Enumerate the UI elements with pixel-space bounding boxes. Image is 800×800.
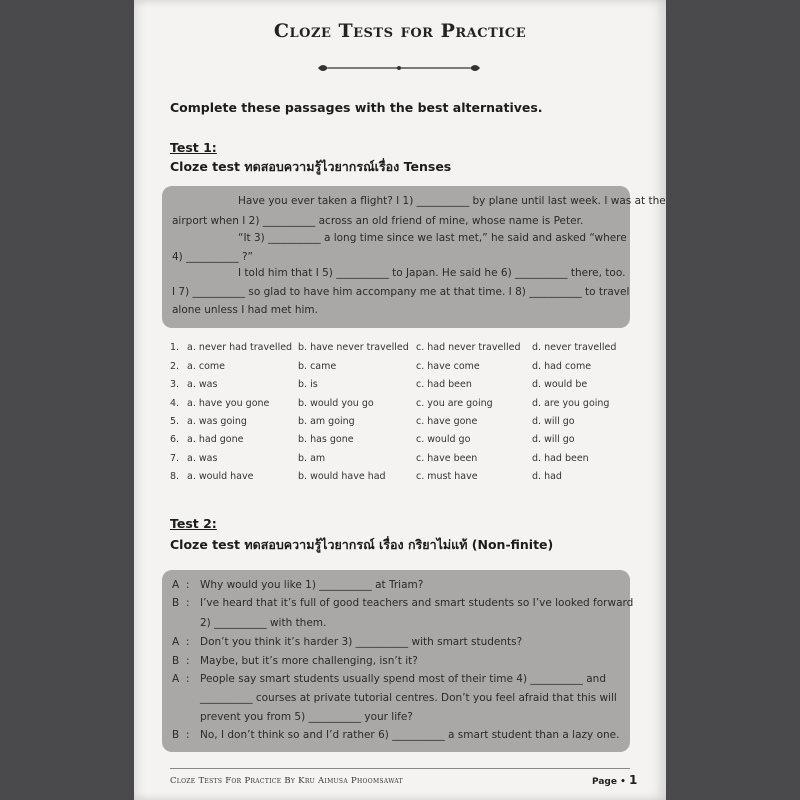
dialogue-line: 2) __________ with them. <box>200 617 327 629</box>
option-a: a. come <box>187 361 225 372</box>
option-c: c. have gone <box>416 416 478 427</box>
option-c: c. had never travelled <box>416 342 521 353</box>
instructions: Complete these passages with the best alternatives. <box>170 100 543 115</box>
option-c: c. would go <box>416 434 471 445</box>
option-d: d. are you going <box>532 398 610 409</box>
option-a: a. have you gone <box>187 398 270 409</box>
dialogue-line: People say smart students usually spend most of their time 4) __________ and <box>200 673 606 685</box>
passage-line: Have you ever taken a flight? I 1) __________ by plane until last week. I was at the <box>238 195 666 207</box>
passage-line: I told him that I 5) __________ to Japan. He said he 6) __________ there, too. <box>238 267 626 279</box>
page-title: Cloze Tests for Practice <box>273 20 527 42</box>
option-row <box>170 453 630 467</box>
dialogue-line: __________ courses at private tutorial centres. Don’t you feel afraid that this will <box>200 692 617 704</box>
option-number: 1. <box>170 342 180 353</box>
speaker: A <box>172 636 180 648</box>
passage-line: I 7) __________ so glad to have him accompany me at that time. I 8) __________ to travel <box>172 286 630 298</box>
option-b: b. have never travelled <box>298 342 409 353</box>
option-a: a. was <box>187 453 218 464</box>
option-number: 3. <box>170 379 180 390</box>
test2-subtitle: Cloze test ทดสอบความรู้ไวยากรณ์ เรื่อง กริยาไม่แท้ (Non-finite) <box>170 537 554 552</box>
option-c: c. have come <box>416 361 480 372</box>
option-b: b. am <box>298 453 326 464</box>
option-c: c. must have <box>416 471 478 482</box>
speaker: B <box>172 729 180 741</box>
speaker-colon: : <box>186 729 190 741</box>
option-d: d. will go <box>532 416 575 427</box>
option-d: d. will go <box>532 434 575 445</box>
document-page <box>134 0 666 800</box>
speaker-colon: : <box>186 655 190 667</box>
option-b: b. is <box>298 379 318 390</box>
dialogue-line: No, I don’t think so and I’d rather 6) __________ a smart student than a lazy one. <box>200 729 620 741</box>
option-row <box>170 342 630 356</box>
speaker-colon: : <box>186 673 190 685</box>
option-number: 8. <box>170 471 180 482</box>
test2-heading <box>170 516 553 555</box>
option-row <box>170 434 630 448</box>
option-number: 6. <box>170 434 180 445</box>
passage-line: airport when I 2) __________ across an old friend of mine, whose name is Peter. <box>172 215 584 227</box>
option-b: b. am going <box>298 416 355 427</box>
speaker-colon: : <box>186 579 190 591</box>
option-number: 2. <box>170 361 180 372</box>
option-b: b. came <box>298 361 337 372</box>
test1-subtitle: Cloze test ทดสอบความรู้ไวยากรณ์เรื่อง Tenses <box>170 159 452 174</box>
option-row <box>170 398 630 412</box>
test1-label: Test 1: <box>170 140 217 155</box>
option-d: d. had been <box>532 453 589 464</box>
option-a: a. would have <box>187 471 254 482</box>
option-number: 7. <box>170 453 180 464</box>
dialogue-line: Don’t you think it’s harder 3) __________ with smart students? <box>200 636 523 648</box>
speaker: A <box>172 579 180 591</box>
dialogue-line: prevent you from 5) __________ your life? <box>200 711 413 723</box>
option-number: 4. <box>170 398 180 409</box>
speaker-colon: : <box>186 597 190 609</box>
passage-line: alone unless I had met him. <box>172 304 319 316</box>
ornament-divider-icon <box>314 60 484 76</box>
option-b: b. would have had <box>298 471 386 482</box>
test2-label: Test 2: <box>170 516 217 531</box>
dialogue-line: I’ve heard that it’s full of good teachers and smart students so I’ve looked forward <box>200 597 634 609</box>
footer-text: Cloze Tests For Practice By Kru Aimusa Phoomsawat <box>170 776 403 786</box>
passage-line: 4) __________ ?” <box>172 251 253 263</box>
speaker: A <box>172 673 180 685</box>
option-b: b. has gone <box>298 434 354 445</box>
option-a: a. was going <box>187 416 247 427</box>
speaker: B <box>172 597 180 609</box>
option-b: b. would you go <box>298 398 374 409</box>
option-row <box>170 471 630 485</box>
option-d: d. never travelled <box>532 342 617 353</box>
test1-heading <box>170 140 451 177</box>
passage-line: “It 3) __________ a long time since we last met,” he said and asked “where <box>238 232 627 244</box>
option-row <box>170 379 630 393</box>
dialogue-line: Maybe, but it’s more challenging, isn’t it? <box>200 655 418 667</box>
dialogue-line: Why would you like 1) __________ at Triam? <box>200 579 424 591</box>
test1-passage <box>162 186 666 328</box>
option-a: a. had gone <box>187 434 244 445</box>
footer-rule <box>170 768 630 769</box>
page-label: Page • <box>592 777 626 787</box>
option-row <box>170 416 630 430</box>
page-number <box>592 773 637 787</box>
option-d: d. would be <box>532 379 588 390</box>
test2-dialogue <box>162 570 634 752</box>
page-number-value: 1 <box>629 773 638 787</box>
speaker-colon: : <box>186 636 190 648</box>
speaker: B <box>172 655 180 667</box>
option-d: d. had come <box>532 361 592 372</box>
option-c: c. have been <box>416 453 478 464</box>
option-row <box>170 361 630 375</box>
option-number: 5. <box>170 416 180 427</box>
option-c: c. had been <box>416 379 472 390</box>
option-a: a. was <box>187 379 218 390</box>
option-d: d. had <box>532 471 562 482</box>
option-a: a. never had travelled <box>187 342 293 353</box>
option-c: c. you are going <box>416 398 493 409</box>
